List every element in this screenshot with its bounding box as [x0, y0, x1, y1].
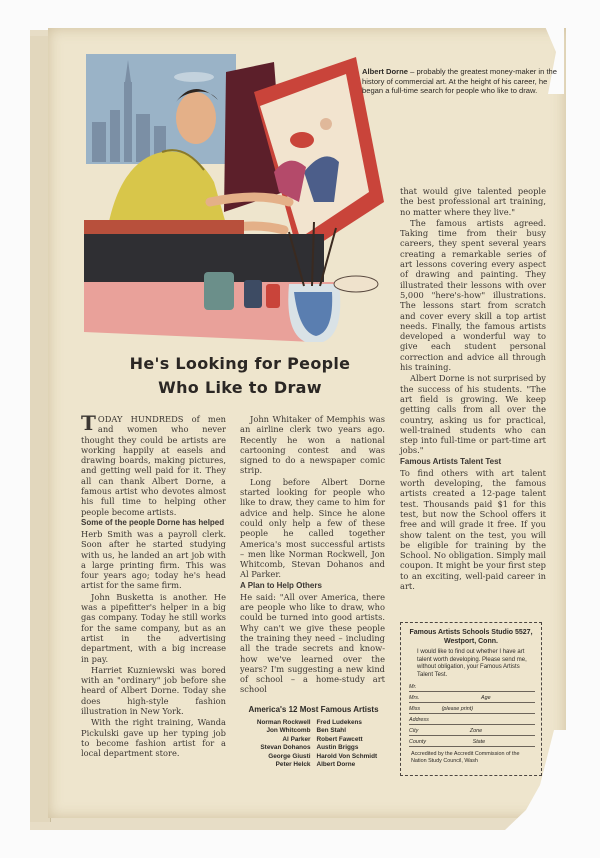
paragraph-famous-artists-agreed: The famous artists agreed. Taking time from their busy careers, they spent several years creating a remarkable series of art lessons covering every aspect of drawing and painting. They illustrated their lessons with over 5,000 "here's-how" illustrations. The lessons start from scratch and cover every skill a top artist needs. Finally, the famous artists developed a wonderful way to give each student personal correction and advice all through his training. [400, 217, 546, 373]
article-column-3 [400, 186, 546, 592]
artists-grid [236, 719, 391, 769]
paragraph-harriet: Harriet Kuzniewski was bored with an "ordinary" job before she heard of Albert Dorne. Today she does high-style fashion illustration in New York. [81, 664, 226, 717]
subheading-talent-test: Famous Artists Talent Test [400, 456, 502, 466]
field-city-zone[interactable]: City Zone [409, 725, 535, 736]
artist-name: Austin Briggs [316, 744, 359, 752]
paragraph-talent-test: To find others with art talent worth developing, the famous artists created a 12-page talent test. Thousands paid $1 for this test, but now the School offers it free and will grade it free. If you show talent on the test, you will be eligible for training by the School. No obligation. Simply mail coupon. It might be your first step to an exciting, well-paid career in art. [400, 467, 546, 591]
artist-name: George Giusti [268, 752, 311, 760]
subheading-helped: Some of the people Dorne has helped [81, 517, 225, 527]
article-column-1 [81, 411, 226, 760]
artist-name: Ben Stahl [316, 727, 346, 735]
paragraph-dorne-not-surprised: Albert Dorne is not surprised by the success of his students. "The art field is growing. We keep getting calls from all over the country, asking us for practical, well-trained students who can step into full-time or part-time art jobs." [400, 373, 546, 456]
mail-coupon[interactable] [400, 622, 542, 776]
paragraph-herb-smith: Herb Smith was a payroll clerk. Soon after he started studying with us, he landed an art job with a large printing firm. This was four years ago; today he's head artist for the same firm. [81, 528, 226, 591]
caption-text: – probably the greatest money-maker in the history of commercial art. At the height of his career, he began a full-time search for people who like to draw. [362, 67, 558, 96]
drop-cap: T [81, 411, 96, 435]
field-mr[interactable]: Mr. [409, 681, 535, 692]
artist-name: Harold Von Schmidt [316, 752, 378, 760]
famous-artists-list [236, 705, 391, 769]
artist-name: Stevan Dohanos [260, 744, 311, 752]
field-county-state[interactable]: County State [409, 736, 535, 747]
coupon-body: I would like to find out whether I have art talent worth developing. Please send me, without obligation, your Famous Artists Talent Test. [417, 649, 527, 678]
artist-name: Fred Ludekens [316, 719, 362, 726]
paragraph-john-whitaker: John Whitaker of Memphis was an airline clerk two years ago. Recently he won a national cartooning contest and was signed to do a newspaper comic strip. [240, 414, 385, 476]
field-mrs-age[interactable]: Mrs. Age [409, 692, 535, 703]
illustration-caption [362, 67, 562, 96]
paragraph-wanda: With the right training, Wanda Pickulski gave up her typing job to become fashion artist for a local department store. [81, 717, 226, 759]
page-headline [90, 352, 390, 400]
headline-line-1: He's Looking for People [129, 354, 351, 373]
article-column-2 [240, 414, 385, 696]
artist-name: Norman Rockwell [256, 719, 311, 726]
artists-title: America's 12 Most Famous Artists [248, 705, 379, 714]
headline-line-2: Who Like to Draw [158, 378, 322, 397]
artist-name: Peter Helck [275, 761, 311, 769]
field-miss[interactable]: Miss (please print) [409, 703, 535, 714]
field-address[interactable]: Address [409, 714, 535, 725]
artist-name: Al Parker [282, 735, 311, 743]
paragraph-long-before: Long before Albert Dorne started looking for people who like to draw, they came to him for advice and help. Since he alone could only help a few of these people he called together America's most successful artists – men like Norman Rockwell, Jon Whitcomb, Stevan Dohanos and Al Parker. [240, 476, 385, 580]
subheading-plan: A Plan to Help Others [240, 580, 322, 590]
artist-name: Albert Dorne [316, 761, 356, 769]
intro-paragraph [81, 411, 226, 517]
paragraph-john-busketta: John Busketta is another. He was a pipefitter's helper in a big gas company. Today he still works for the same company, but as an artist in the advertising department, with a big increase in pay. [81, 591, 226, 664]
paragraph-continued: that would give talented people the best professional art training, no matter where they live." [400, 186, 546, 217]
artist-name: Jon Whitcomb [266, 727, 311, 735]
coupon-title: Famous Artists Schools Studio 5527, Westport, Conn. [409, 629, 533, 645]
paragraph-he-said: He said: "All over America, there are people who like to draw, who could be turned into good artists. Why can't we give these people the training they need – including all the trade secrets and know-how we've learned over the years? I'm suggesting a new kind of school – a home-study art school [240, 591, 385, 695]
caption-name: Albert Dorne [362, 67, 408, 76]
coupon-accreditation: Accredited by the Accredit Commission of the Nation Study Council, Wash [411, 751, 520, 765]
artist-name: Robert Fawcett [316, 735, 363, 743]
intro-text: ODAY HUNDREDS of men and women who never thought they could be artists are working happily at easels and drawing boards, making pictures, and getting well paid for it. They all can thank Albert Dorne, a famous artist who devotes almost his full time to helping other people become artists. [81, 414, 226, 517]
coupon-fields [409, 681, 535, 747]
artist-illustration [84, 52, 384, 342]
